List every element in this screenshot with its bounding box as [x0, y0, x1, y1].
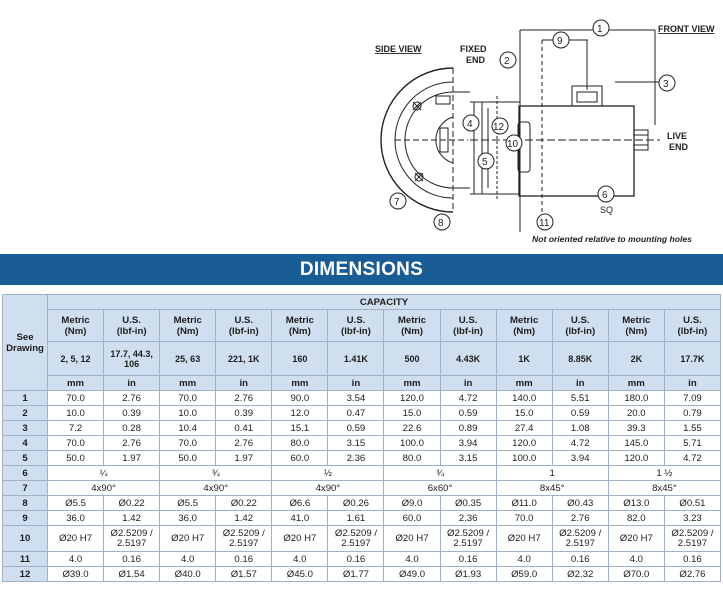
- table-cell: Ø45.0: [272, 567, 328, 582]
- table-cell: 120.0: [496, 436, 552, 451]
- svg-text:6: 6: [602, 190, 608, 201]
- table-cell: 15.0: [384, 406, 440, 421]
- table-cell: 20.0: [608, 406, 664, 421]
- svg-text:5: 5: [482, 157, 488, 168]
- table-cell: Ø0.22: [216, 496, 272, 511]
- table-cell: Ø20 H7: [496, 526, 552, 552]
- table-cell: Ø13.0: [608, 496, 664, 511]
- table-cell: 10.0: [160, 406, 216, 421]
- capacity-range-cell: 8.85K: [552, 342, 608, 376]
- table-cell: 5.51: [552, 391, 608, 406]
- measure-unit-cell: mm: [496, 376, 552, 391]
- sq-label: SQ: [600, 205, 614, 215]
- fixed-end-label-1: FIXED: [460, 44, 487, 54]
- unit-header-cell: Metric (Nm): [496, 310, 552, 342]
- table-cell: 1.97: [216, 451, 272, 466]
- dimensions-banner: DIMENSIONS: [0, 254, 723, 285]
- callout-6: [598, 186, 614, 202]
- table-cell: 36.0: [160, 511, 216, 526]
- live-end-label-2: END: [669, 142, 689, 152]
- table-cell: 36.0: [48, 511, 104, 526]
- table-cell: 4.72: [440, 391, 496, 406]
- table-row: [3, 436, 721, 451]
- capacity-range-cell: 500: [384, 342, 440, 376]
- callout-7: [390, 193, 406, 209]
- table-cell: Ø0.26: [328, 496, 384, 511]
- unit-header-cell: U.S. (lbf-in): [552, 310, 608, 342]
- table-row: [3, 567, 721, 582]
- table-cell: 82.0: [608, 511, 664, 526]
- table-cell: Ø20 H7: [608, 526, 664, 552]
- table-row: [3, 481, 721, 496]
- measure-unit-cell: in: [216, 376, 272, 391]
- table-row: [3, 466, 721, 481]
- table-cell: 8x45°: [496, 481, 608, 496]
- table-cell: ¾: [384, 466, 496, 481]
- table-cell: 90.0: [272, 391, 328, 406]
- table-cell: 3.54: [328, 391, 384, 406]
- table-cell: 2.76: [216, 391, 272, 406]
- table-cell: Ø0.22: [104, 496, 160, 511]
- table-cell: Ø2.5209 / 2.5197: [328, 526, 384, 552]
- table-cell: 0.16: [664, 552, 720, 567]
- table-cell: 0.16: [440, 552, 496, 567]
- table-cell: ¾: [160, 466, 272, 481]
- table-cell: Ø20 H7: [384, 526, 440, 552]
- front-view-label: FRONT VIEW: [658, 24, 715, 34]
- callout-3: [659, 75, 675, 91]
- table-row: [3, 496, 721, 511]
- table-cell: 2.76: [216, 436, 272, 451]
- table-cell: Ø0.51: [664, 496, 720, 511]
- fixed-end-label-2: END: [466, 55, 486, 65]
- table-cell: 4.0: [608, 552, 664, 567]
- table-cell: Ø39.0: [48, 567, 104, 582]
- measure-unit-cell: in: [552, 376, 608, 391]
- capacity-range-cell: 17.7K: [664, 342, 720, 376]
- table-cell: Ø49.0: [384, 567, 440, 582]
- capacity-range-cell: 160: [272, 342, 328, 376]
- table-cell: 0.16: [216, 552, 272, 567]
- row-number: 7: [3, 481, 48, 496]
- measure-unit-cell: mm: [48, 376, 104, 391]
- dimensions-table: [2, 294, 721, 582]
- capacity-range-cell: 1.41K: [328, 342, 384, 376]
- table-cell: 5.71: [664, 436, 720, 451]
- row-number: 9: [3, 511, 48, 526]
- row-number: 4: [3, 436, 48, 451]
- table-cell: 4x90°: [160, 481, 272, 496]
- capacity-range-cell: 1K: [496, 342, 552, 376]
- table-cell: 1.08: [552, 421, 608, 436]
- table-cell: 15.0: [496, 406, 552, 421]
- row-number: 10: [3, 526, 48, 552]
- svg-text:2: 2: [504, 56, 510, 67]
- unit-header-cell: Metric (Nm): [48, 310, 104, 342]
- table-cell: 3.94: [440, 436, 496, 451]
- table-cell: 60.0: [384, 511, 440, 526]
- table-cell: Ø6.6: [272, 496, 328, 511]
- capacity-header: CAPACITY: [48, 295, 721, 310]
- table-cell: 0.41: [216, 421, 272, 436]
- table-cell: 70.0: [160, 391, 216, 406]
- table-cell: 3.94: [552, 451, 608, 466]
- table-cell: 0.16: [104, 552, 160, 567]
- table-cell: Ø2.5209 / 2.5197: [440, 526, 496, 552]
- table-cell: 80.0: [272, 436, 328, 451]
- table-cell: 140.0: [496, 391, 552, 406]
- table-cell: Ø2.32: [552, 567, 608, 582]
- table-cell: Ø11.0: [496, 496, 552, 511]
- svg-text:7: 7: [394, 197, 400, 208]
- svg-text:4: 4: [467, 119, 473, 130]
- table-cell: 0.59: [328, 421, 384, 436]
- svg-text:9: 9: [557, 36, 563, 47]
- table-cell: 4.0: [384, 552, 440, 567]
- table-cell: Ø20 H7: [160, 526, 216, 552]
- table-row: [3, 406, 721, 421]
- table-cell: 1: [496, 466, 608, 481]
- table-cell: 2.36: [328, 451, 384, 466]
- table-cell: 2.76: [552, 511, 608, 526]
- table-cell: Ø2.5209 / 2.5197: [104, 526, 160, 552]
- table-cell: 2.36: [440, 511, 496, 526]
- callout-9: [553, 32, 569, 48]
- table-cell: 7.09: [664, 391, 720, 406]
- table-cell: Ø5.5: [48, 496, 104, 511]
- table-cell: 50.0: [160, 451, 216, 466]
- table-cell: 7.2: [48, 421, 104, 436]
- table-cell: 3.15: [440, 451, 496, 466]
- row-number: 1: [3, 391, 48, 406]
- table-cell: 8x45°: [608, 481, 720, 496]
- table-cell: 1.97: [104, 451, 160, 466]
- side-view-label: SIDE VIEW: [375, 44, 422, 54]
- table-cell: 1 ½: [608, 466, 720, 481]
- table-cell: 0.79: [664, 406, 720, 421]
- table-cell: Ø9.0: [384, 496, 440, 511]
- table-cell: Ø5.5: [160, 496, 216, 511]
- unit-header-cell: U.S. (lbf-in): [664, 310, 720, 342]
- row-number: 3: [3, 421, 48, 436]
- table-cell: 80.0: [384, 451, 440, 466]
- table-row: [3, 526, 721, 552]
- table-cell: 4x90°: [48, 481, 160, 496]
- table-cell: 4.0: [272, 552, 328, 567]
- callout-8: [434, 214, 450, 230]
- table-cell: 6x60°: [384, 481, 496, 496]
- side-view-flange: [381, 68, 470, 212]
- table-cell: 1.55: [664, 421, 720, 436]
- table-row: [3, 511, 721, 526]
- svg-text:3: 3: [663, 79, 669, 90]
- row-number: 12: [3, 567, 48, 582]
- table-cell: 60.0: [272, 451, 328, 466]
- table-cell: Ø59.0: [496, 567, 552, 582]
- table-cell: 100.0: [384, 436, 440, 451]
- see-drawing-header: See Drawing: [3, 295, 48, 391]
- unit-header-cell: U.S. (lbf-in): [216, 310, 272, 342]
- callout-2: [500, 52, 516, 68]
- table-cell: 4.0: [160, 552, 216, 567]
- table-cell: 15.1: [272, 421, 328, 436]
- table-cell: 0.59: [552, 406, 608, 421]
- table-cell: 4.0: [496, 552, 552, 567]
- unit-header-cell: Metric (Nm): [272, 310, 328, 342]
- table-cell: 0.16: [328, 552, 384, 567]
- table-cell: Ø1.77: [328, 567, 384, 582]
- table-cell: 4.72: [664, 451, 720, 466]
- table-cell: 1.42: [216, 511, 272, 526]
- table-cell: Ø2.76: [664, 567, 720, 582]
- table-cell: ¼: [48, 466, 160, 481]
- capacity-range-cell: 17.7, 44.3, 106: [104, 342, 160, 376]
- table-cell: 12.0: [272, 406, 328, 421]
- table-cell: 120.0: [384, 391, 440, 406]
- table-cell: Ø70.0: [608, 567, 664, 582]
- unit-header-cell: Metric (Nm): [160, 310, 216, 342]
- table-cell: 145.0: [608, 436, 664, 451]
- table-cell: 70.0: [160, 436, 216, 451]
- table-cell: 70.0: [48, 436, 104, 451]
- table-cell: 1.61: [328, 511, 384, 526]
- table-cell: Ø2.5209 / 2.5197: [664, 526, 720, 552]
- table-cell: 1.42: [104, 511, 160, 526]
- orientation-note: Not oriented relative to mounting holes: [532, 234, 692, 244]
- callout-1: [593, 20, 609, 36]
- table-cell: Ø20 H7: [272, 526, 328, 552]
- unit-header-cell: Metric (Nm): [608, 310, 664, 342]
- table-cell: Ø20 H7: [48, 526, 104, 552]
- row-number: 5: [3, 451, 48, 466]
- capacity-range-cell: 2, 5, 12: [48, 342, 104, 376]
- table-cell: 70.0: [496, 511, 552, 526]
- row-number: 2: [3, 406, 48, 421]
- technical-drawing: [0, 0, 723, 250]
- table-cell: 4.0: [48, 552, 104, 567]
- measure-unit-cell: in: [104, 376, 160, 391]
- unit-header-cell: U.S. (lbf-in): [328, 310, 384, 342]
- table-cell: Ø1.93: [440, 567, 496, 582]
- table-cell: 4.72: [552, 436, 608, 451]
- live-end-label-1: LIVE: [667, 131, 688, 141]
- table-cell: 0.47: [328, 406, 384, 421]
- measure-unit-cell: in: [664, 376, 720, 391]
- callout-11: [537, 214, 553, 230]
- table-cell: 0.16: [552, 552, 608, 567]
- callout-5: [478, 153, 494, 169]
- table-cell: 4x90°: [272, 481, 384, 496]
- table-cell: 0.59: [440, 406, 496, 421]
- table-cell: ½: [272, 466, 384, 481]
- capacity-range-cell: 2K: [608, 342, 664, 376]
- measure-unit-cell: in: [328, 376, 384, 391]
- measure-unit-cell: mm: [160, 376, 216, 391]
- table-row: [3, 451, 721, 466]
- table-cell: 0.39: [216, 406, 272, 421]
- measure-unit-cell: mm: [384, 376, 440, 391]
- table-cell: Ø2.5209 / 2.5197: [552, 526, 608, 552]
- measure-unit-cell: mm: [272, 376, 328, 391]
- capacity-range-cell: 221, 1K: [216, 342, 272, 376]
- measure-unit-cell: mm: [608, 376, 664, 391]
- table-cell: Ø1.54: [104, 567, 160, 582]
- svg-text:11: 11: [539, 218, 550, 229]
- table-cell: 50.0: [48, 451, 104, 466]
- unit-header-cell: U.S. (lbf-in): [440, 310, 496, 342]
- callout-4: [463, 115, 479, 131]
- table-cell: 0.39: [104, 406, 160, 421]
- table-cell: 41.0: [272, 511, 328, 526]
- table-cell: 70.0: [48, 391, 104, 406]
- capacity-range-cell: 4.43K: [440, 342, 496, 376]
- row-number: 8: [3, 496, 48, 511]
- measure-unit-cell: in: [440, 376, 496, 391]
- table-cell: Ø0.35: [440, 496, 496, 511]
- table-cell: Ø2.5209 / 2.5197: [216, 526, 272, 552]
- table-cell: 22.6: [384, 421, 440, 436]
- table-row: [3, 421, 721, 436]
- svg-text:10: 10: [507, 139, 519, 150]
- table-cell: Ø40.0: [160, 567, 216, 582]
- table-cell: 0.89: [440, 421, 496, 436]
- table-cell: Ø1.57: [216, 567, 272, 582]
- svg-text:1: 1: [597, 24, 603, 35]
- table-cell: 3.23: [664, 511, 720, 526]
- table-cell: 100.0: [496, 451, 552, 466]
- table-cell: 3.15: [328, 436, 384, 451]
- unit-header-cell: Metric (Nm): [384, 310, 440, 342]
- table-cell: Ø0.43: [552, 496, 608, 511]
- table-cell: 0.28: [104, 421, 160, 436]
- table-cell: 180.0: [608, 391, 664, 406]
- table-row: [3, 552, 721, 567]
- table-cell: 10.4: [160, 421, 216, 436]
- table-cell: 27.4: [496, 421, 552, 436]
- unit-header-cell: U.S. (lbf-in): [104, 310, 160, 342]
- table-cell: 2.76: [104, 391, 160, 406]
- callout-10: [506, 135, 522, 151]
- row-number: 6: [3, 466, 48, 481]
- svg-text:12: 12: [493, 122, 505, 133]
- table-row: [3, 391, 721, 406]
- table-cell: 2.76: [104, 436, 160, 451]
- capacity-range-cell: 25, 63: [160, 342, 216, 376]
- row-number: 11: [3, 552, 48, 567]
- table-cell: 120.0: [608, 451, 664, 466]
- table-cell: 10.0: [48, 406, 104, 421]
- callout-12: [492, 118, 508, 134]
- svg-text:8: 8: [438, 218, 444, 229]
- table-cell: 39.3: [608, 421, 664, 436]
